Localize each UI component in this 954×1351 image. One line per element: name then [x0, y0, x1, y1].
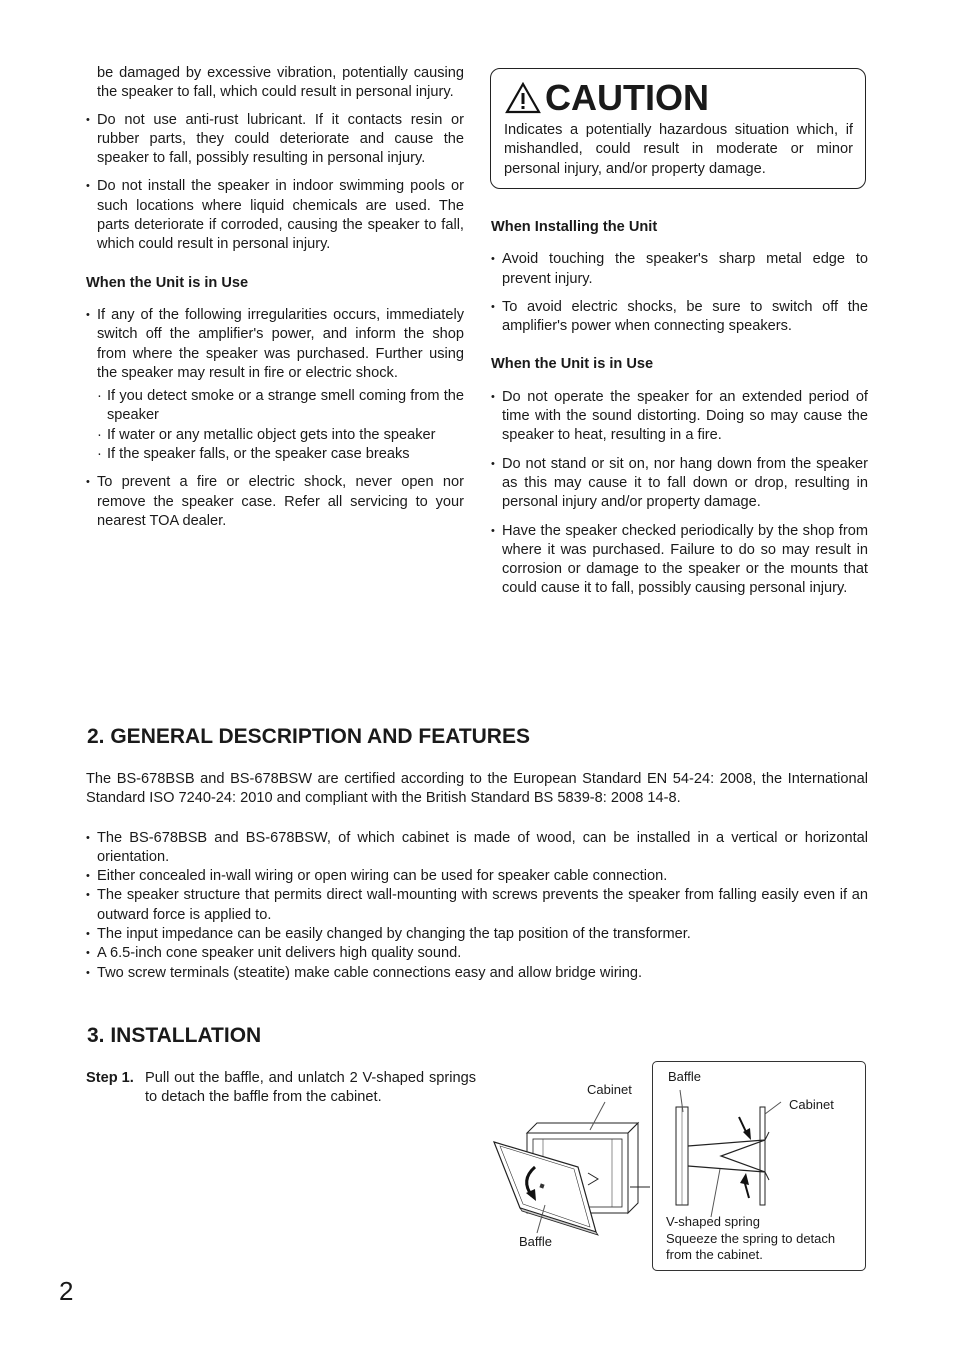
- detail-baffle-label: Baffle: [668, 1069, 702, 1084]
- list-item: • Do not install the speaker in indoor swimming pools or such locations where liquid chemicals are used. The parts deteriorate if corroded, causing the speaker to fall, which could result in personal injury.: [86, 177, 464, 254]
- in-use-bullet-text: If any of the following irregularities occurs, immediately switch off the amplifier's power, and inform the shop from where the speaker was purchased. Further using the speaker may result in fire or electric shock.: [97, 306, 464, 381]
- in-use-heading-left: When the Unit is in Use: [86, 274, 249, 291]
- list-item: • Two screw terminals (steatite) make cable connections easy and allow bridge wiring.: [86, 964, 868, 983]
- cabinet-label: Cabinet: [587, 1082, 632, 1097]
- list-item: • Do not operate the speaker for an extended period of time with the sound distorting. Doing so may cause the speaker to heat, resulting in a fire.: [491, 388, 868, 446]
- list-item: • Do not stand or sit on, nor hang down from the speaker as this may cause it to fall down or drop, resulting in personal injury and/or property damage.: [491, 455, 868, 513]
- left-in-use-list: [86, 306, 464, 531]
- installing-list: [491, 250, 868, 336]
- caution-text: Indicates a potentially hazardous situation which, if mishandled, could result in moderate or minor personal injury, and/or property damage.: [504, 122, 853, 177]
- caution-title-text: CAUTION: [545, 77, 709, 118]
- spring-detail-box: [652, 1061, 866, 1271]
- section-2-body: [86, 770, 868, 983]
- sub-list-item: · If the speaker falls, or the speaker case breaks: [97, 445, 464, 464]
- section-3-heading: 3. INSTALLATION: [87, 1024, 262, 1047]
- list-item: • Have the speaker checked periodically by the shop from where it was purchased. Failure to do so may result in corrosion or damage to the speaker or the mounts that could cause it to fall, possibly causing personal injury.: [491, 522, 868, 599]
- right-column: [491, 218, 868, 599]
- sub-list-item: · If water or any metallic object gets into the speaker: [97, 426, 464, 445]
- list-item: • The BS-678BSB and BS-678BSW, of which cabinet is made of wood, can be installed in a vertical or horizontal orientation.: [86, 829, 868, 868]
- list-item: • Do not use anti-rust lubricant. If it contacts resin or rubber parts, they could deteriorate and cause the speaker to fall, possibly resulting in personal injury.: [86, 111, 464, 169]
- caution-title: [505, 77, 709, 119]
- list-item: • The speaker structure that permits direct wall-mounting with screws prevents the speaker from falling easily even if an outward force is applied to.: [86, 886, 868, 925]
- caution-box: [490, 68, 866, 189]
- features-list: [86, 829, 868, 983]
- detail-cabinet-label: Cabinet: [789, 1097, 834, 1112]
- cabinet-drawing: [490, 1075, 650, 1265]
- baffle-label: Baffle: [519, 1234, 553, 1249]
- list-item: • To prevent a fire or electric shock, never open nor remove the speaker case. Refer all servicing to your nearest TOA dealer.: [86, 473, 464, 531]
- list-item: • A 6.5-inch cone speaker unit delivers high quality sound.: [86, 944, 868, 963]
- installing-heading: When Installing the Unit: [491, 219, 658, 235]
- spring-label: V-shaped spring: [666, 1214, 760, 1229]
- cabinet-illustration: [490, 1075, 650, 1265]
- list-item: • Either concealed in-wall wiring or open wiring can be used for speaker cable connection.: [86, 867, 868, 886]
- in-use-heading-right: When the Unit is in Use: [491, 356, 654, 373]
- section-2-intro: The BS-678BSB and BS-678BSW are certified according to the European Standard EN 54-24: 2008, the International Standard ISO 7240-24: 2010 and compliant with the British Standard BS 5839-8: 2008 14-8.: [86, 771, 868, 807]
- left-column: [86, 64, 464, 531]
- page-number: 2: [59, 1276, 74, 1306]
- list-item: • Avoid touching the speaker's sharp metal edge to prevent injury.: [491, 250, 868, 289]
- intro-continuation: be damaged by excessive vibration, potentially causing the speaker to fall, which could result in personal injury.: [97, 65, 464, 101]
- step-text: Pull out the baffle, and unlatch 2 V-shaped springs to detach the baffle from the cabinet.: [145, 1070, 476, 1106]
- section-2-heading: 2. GENERAL DESCRIPTION AND FEATURES: [87, 725, 530, 748]
- warning-triangle-icon: [505, 82, 541, 114]
- left-bullet-list: [86, 111, 464, 255]
- list-item: • The input impedance can be easily changed by changing the tap position of the transformer.: [86, 925, 868, 944]
- list-item: [86, 306, 464, 464]
- step-1: [86, 1069, 476, 1108]
- list-item: • To avoid electric shocks, be sure to switch off the amplifier's power when connecting speakers.: [491, 298, 868, 337]
- squeeze-instruction: Squeeze the spring to detach from the cabinet.: [666, 1231, 836, 1262]
- irregularities-sublist: [97, 387, 464, 464]
- right-in-use-list: [491, 388, 868, 599]
- step-label: Step 1.: [86, 1070, 134, 1086]
- sub-list-item: · If you detect smoke or a strange smell coming from the speaker: [97, 387, 464, 426]
